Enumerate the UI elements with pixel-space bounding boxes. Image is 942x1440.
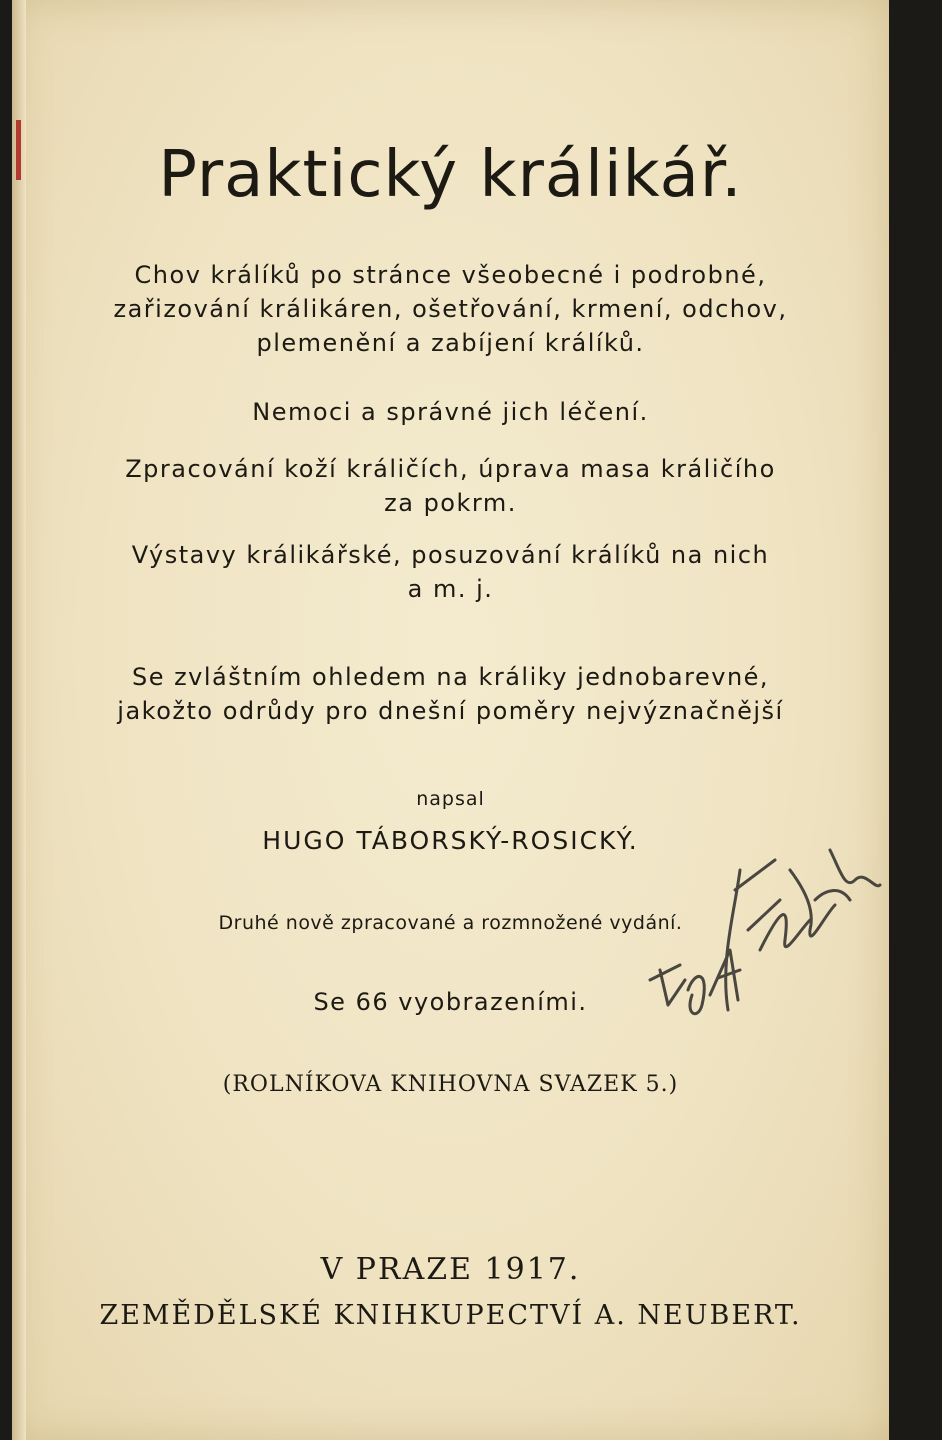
description-line-2: zařizování králikáren, ošetřování, krmení, odchov, <box>113 295 788 323</box>
description-line-3: plemenění a zabíjení králíků. <box>256 329 645 357</box>
imprint-publisher: ZEMĚDĚLSKÉ KNIHKUPECTVÍ A. NEUBERT. <box>99 1300 802 1331</box>
byline-label: napsal <box>416 788 485 810</box>
topic-processing-line-1: Zpracování koží králičích, úprava masa králičího <box>125 455 776 483</box>
focus-line-1: Se zvláštním ohledem na králiky jednobarevné, <box>131 663 770 691</box>
topic-diseases: Nemoci a správné jich léčení. <box>252 398 649 426</box>
title-page <box>12 0 889 1440</box>
book-title: Praktický králikář. <box>158 138 743 212</box>
imprint-place-year: V PRAZE 1917. <box>320 1252 581 1287</box>
topic-processing-line-2: za pokrm. <box>384 489 517 517</box>
topic-exhibitions-line-2: a m. j. <box>407 575 494 603</box>
focus-line-2: jakožto odrůdy pro dnešní poměry nejvýznačnější <box>117 697 784 725</box>
topic-exhibitions-line-1: Výstavy králikářské, posuzování králíků na nich <box>131 541 770 569</box>
series-note: (ROLNÍKOVA KNIHOVNA SVAZEK 5.) <box>222 1072 679 1097</box>
description-line-1: Chov králíků po stránce všeobecné i podrobné, <box>134 261 767 289</box>
author-name: HUGO TÁBORSKÝ-ROSICKÝ. <box>262 826 639 855</box>
edition-note: Druhé nově zpracované a rozmnožené vydání. <box>218 912 683 934</box>
illustrations-note: Se 66 vyobrazeními. <box>313 988 588 1016</box>
handwritten-signature <box>640 830 890 1060</box>
